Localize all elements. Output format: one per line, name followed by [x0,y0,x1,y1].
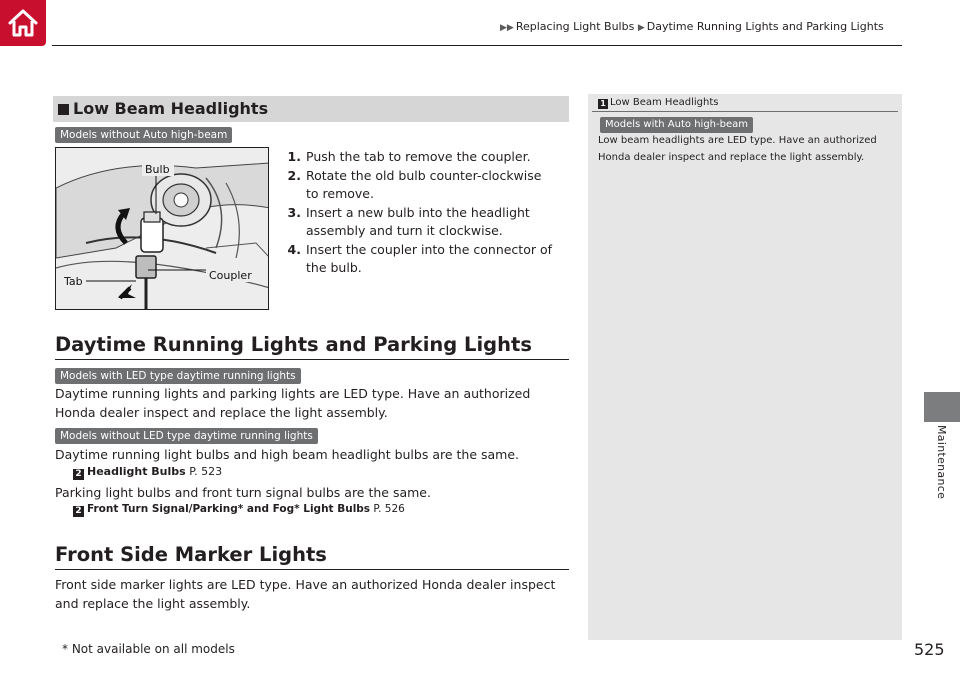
heading-daytime-running-lights: Daytime Running Lights and Parking Lights [55,333,532,356]
side-note-text: Low beam headlights are LED type. Have an authorized Honda dealer inspect and replace the light assembly. [598,135,877,163]
note-reference-icon: 1 [598,99,608,109]
step-number: 2. [287,167,301,183]
step-number: 4. [287,241,301,257]
side-note-title-text: Low Beam Headlights [610,97,719,108]
heading-underline [55,359,569,360]
step-text: Push the tab to remove the coupler. [306,149,531,164]
side-note-divider [592,111,898,112]
model-tag-without-led-drl: Models without LED type daytime running lights [55,428,318,444]
side-note-panel [588,94,902,640]
figure-label-coupler: Coupler [209,269,252,282]
model-tag-with-led-drl: Models with LED type daytime running lights [55,368,301,384]
step-text: Rotate the old bulb counter-clockwise to remove. [306,167,542,201]
breadcrumb-link-replacing-light-bulbs[interactable]: Replacing Light Bulbs [515,20,635,33]
step-item [284,148,574,167]
step-item [284,204,574,241]
header-divider [52,45,902,46]
xref-front-turn-signal[interactable] [73,503,405,517]
step-text: Insert the coupler into the connector of the bulb. [306,241,553,275]
model-tag-with-auto-high-beam: Models with Auto high-beam [600,117,753,133]
side-marker-text: Front side marker lights are LED type. Have an authorized Honda dealer inspect and replace the light assembly. [55,577,556,611]
xref-page[interactable]: P. 523 [189,465,223,478]
heading-underline [55,569,569,570]
step-item [284,241,574,278]
page-number: 525 [914,640,945,659]
drl-bulb-text: Daytime running light bulbs and high beam headlight bulbs are the same. [55,447,520,462]
breadcrumb-arrow-icon: ▶▶ [500,23,514,33]
chapter-tab-marker[interactable] [924,392,960,422]
home-button[interactable] [0,0,46,46]
drl-led-text: Daytime running lights and parking lights are LED type. Have an authorized Honda dealer inspect and replace the light assembly. [55,386,531,420]
breadcrumb [500,20,884,33]
xref-title[interactable]: Headlight Bulbs [87,465,186,478]
figure-label-bulb: Bulb [145,163,170,176]
xref-title[interactable]: Front Turn Signal/Parking* and Fog* Light Bulbs [87,503,371,515]
heading-front-side-marker-lights: Front Side Marker Lights [55,543,327,566]
xref-headlight-bulbs[interactable] [73,465,222,480]
step-number: 1. [287,149,301,164]
figure-label-tab: Tab [64,275,83,288]
xref-page[interactable]: P. 526 [373,503,405,515]
headlight-diagram-image [56,148,269,310]
section-heading-low-beam [53,96,569,122]
step-text: Insert a new bulb into the headlight assembly and turn it clockwise. [306,204,530,238]
headlight-bulb-illustration [55,147,269,310]
square-bullet-icon [58,104,69,115]
step-number: 3. [287,204,301,220]
step-item [284,167,574,204]
section-title: Low Beam Headlights [73,99,269,118]
breadcrumb-arrow-icon: ▶ [637,23,645,33]
cross-reference-icon: 2 [73,506,84,517]
breadcrumb-current: Daytime Running Lights and Parking Lights [646,20,884,33]
cross-reference-icon: 2 [73,469,84,480]
parking-light-text: Parking light bulbs and front turn signal bulbs are the same. [55,485,431,500]
model-tag-without-auto-high-beam: Models without Auto high-beam [55,127,232,143]
chapter-tab-label[interactable]: Maintenance [935,425,948,500]
replacement-steps [284,148,574,278]
side-note-title [598,97,718,109]
footnote: * Not available on all models [62,642,235,656]
home-icon [6,6,40,40]
